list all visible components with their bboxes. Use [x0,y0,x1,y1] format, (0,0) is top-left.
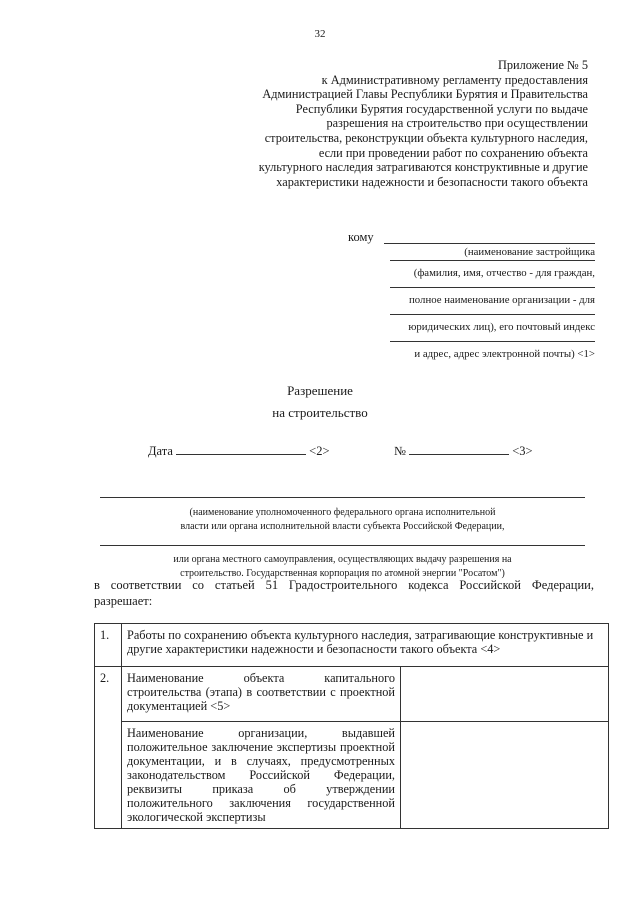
permit-preamble-cont: разрешает: [94,594,153,608]
addressee-row [340,314,595,341]
object-name-label: Наименование объекта капитального строительства (этапа) в соответствии с проектной документацией <5> [122,667,401,722]
number-input-line[interactable] [409,444,509,455]
addressee-row [340,287,595,314]
addressee-caption: и адрес, адрес электронной почты) <1> [414,348,595,360]
object-name-value[interactable] [401,667,609,722]
authority-field-line[interactable] [100,545,585,546]
date-input-line[interactable] [176,444,306,455]
expertise-org-value[interactable] [401,722,609,829]
expertise-org-label: Наименование организации, выдавшей положительное заключение экспертизы проектной документации, и в случаях, предусмотренных законодательством Российской Федерации, реквизиты приказа об утверждении положительного заключения государственной экологической экспертизы [122,722,401,829]
number-label: № [394,444,406,458]
date-label: Дата [148,444,173,458]
table-row [95,624,609,667]
permit-table [94,623,609,829]
addressee-block [340,230,595,368]
addressee-caption: (фамилия, имя, отчество - для граждан, [413,267,595,279]
date-field [148,444,330,459]
authority-field-line[interactable] [100,497,585,498]
appendix-line: если при проведении работ по сохранению объекта [318,145,588,160]
appendix-line: к Административному регламенту предоставления [321,72,588,87]
table-row [95,722,609,829]
appendix-header [208,58,588,189]
document-title-line: Разрешение [287,383,353,398]
addressee-field-line[interactable] [390,314,595,315]
appendix-line: культурного наследия затрагиваются конструктивные и другие [258,160,588,175]
row-number: 1. [95,624,122,667]
addressee-field-line[interactable] [390,341,595,342]
addressee-caption: полное наименование организации - для [409,294,595,306]
authority-caption [100,506,585,534]
addressee-caption: юридических лиц), его почтовый индекс [408,321,595,333]
addressee-field-line[interactable] [390,260,595,261]
works-description: Работы по сохранению объекта культурного наследия, затрагивающие конструктивные и другие характеристики надежности и безопасности такого объекта <4> [122,624,609,667]
appendix-line: Республики Бурятия государственной услуги по выдаче [295,101,588,116]
addressee-row [340,230,595,260]
document-title [250,380,390,424]
row-number: 2. [95,667,122,829]
addressee-row [340,260,595,287]
authority-caption-line: строительство. Государственная корпорация по атомной энергии "Росатом") [180,568,505,579]
number-field [394,444,533,459]
authority-caption-line: (наименование уполномоченного федерального органа исполнительной [189,507,496,518]
appendix-line: Администрацией Главы Республики Бурятия и Правительства [262,87,588,102]
appendix-line: характеристики надежности и безопасности такого объекта [276,174,588,189]
page-number: 32 [314,28,326,40]
authority-caption-line: или органа местного самоуправления, осуществляющих выдачу разрешения на [173,554,512,565]
number-footnote: <3> [512,444,533,458]
addressee-label: кому [348,230,374,244]
date-footnote: <2> [309,444,330,458]
addressee-field-line[interactable] [384,243,595,244]
appendix-line: разрешения на строительство при осуществлении [326,116,588,131]
permit-preamble: в соответствии со статьей 51 Градостроительного кодекса Российской Федерации, [94,578,594,592]
appendix-title: Приложение № 5 [497,58,588,72]
addressee-row [340,341,595,368]
table-row [95,667,609,722]
addressee-field-line[interactable] [390,287,595,288]
addressee-caption: (наименование застройщика [464,246,595,258]
document-subtitle-line: на строительство [272,405,368,420]
authority-caption-line: власти или органа исполнительной власти субъекта Российской Федерации, [180,521,505,532]
appendix-line: строительства, реконструкции объекта культурного наследия, [264,130,588,145]
authority-caption-cont [100,553,585,581]
